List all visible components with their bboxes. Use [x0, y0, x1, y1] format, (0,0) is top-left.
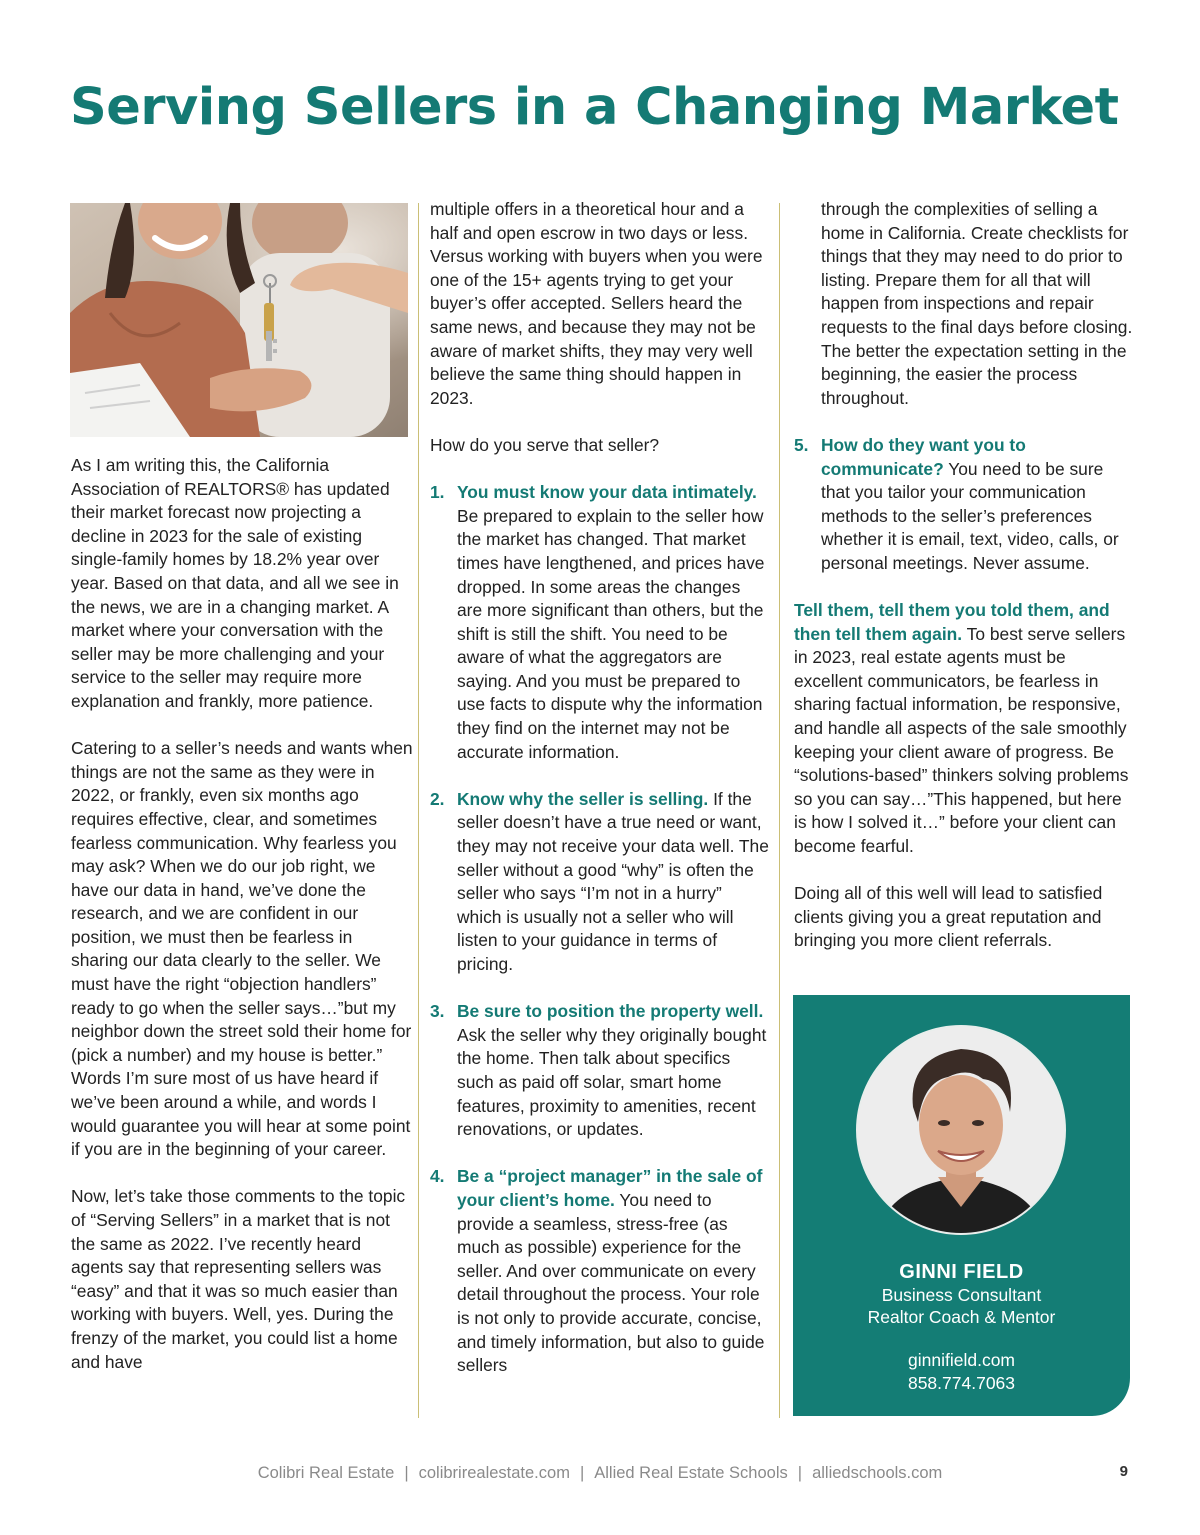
footer-separator: | — [404, 1464, 409, 1482]
page-number: 9 — [1119, 1463, 1128, 1480]
list-number: 5. — [794, 434, 809, 455]
closing-heading: Tell them, tell them you told them, and then tell them again. — [794, 600, 1110, 644]
article-column-2 — [430, 198, 770, 1401]
tips-list — [430, 481, 770, 1378]
paragraph: Doing all of this well will lead to satisfied clients giving you a great reputation and bringing you more client referrals. — [794, 883, 1103, 951]
paragraph: multiple offers in a theoretical hour and a half and open escrow in two days or less. Versus working with buyers when you were one of the 15+ agents trying to get your buyer’s offer accepted. Sellers heard the same news, and because they may not be aware of market shifts, they may very well believe the same thing should happen in 2023. — [430, 199, 763, 408]
footer-school: Allied Real Estate Schools — [594, 1464, 788, 1482]
handing-house-keys-photo — [70, 203, 408, 437]
tip-text: You need to be sure that you tailor your communication methods to the seller’s preferences whether it is email, text, video, calls, or personal meetings. Never assume. — [821, 458, 1119, 573]
author-website-link[interactable]: ginnifield.com — [908, 1350, 1015, 1370]
list-number: 2. — [430, 788, 445, 809]
article-column-1 — [71, 454, 413, 1398]
list-number: 4. — [430, 1166, 445, 1187]
list-number: 1. — [430, 482, 445, 503]
article-column-3 — [794, 198, 1136, 977]
footer-link[interactable]: colibrirealestate.com — [418, 1464, 570, 1482]
paragraph: through the complexities of selling a home in California. Create checklists for things that they may need to do prior to listing. Prepare them for all that will happen from inspections and repair requests to the final days before closing. The better the expectation setting in the beginning, the easier the process throughout. — [821, 199, 1133, 408]
tip-text: If the seller doesn’t have a true need or want, they may not receive your data well. The seller without a good “why” is often the seller who says “I’m not in a hurry” which is usually not a seller who will listen to your guidance in terms of pricing. — [457, 788, 769, 974]
author-card — [793, 995, 1130, 1416]
tip-text: Ask the seller why they originally bought the home. Then talk about specifics such as paid off solar, smart home features, proximity to amenities, recent renovations, or updates. — [457, 1024, 767, 1140]
footer-separator: | — [797, 1464, 803, 1482]
tip-heading: Be sure to position the property well. — [457, 1001, 764, 1022]
paragraph — [794, 599, 1136, 859]
footer-separator: | — [579, 1464, 585, 1482]
question: How do you serve that seller? — [430, 434, 660, 455]
tip-heading: How do they want you to communicate? — [821, 434, 1026, 479]
column-divider-left — [418, 203, 419, 1418]
tips-list-continued — [794, 434, 1136, 576]
list-item — [794, 434, 1136, 576]
page-title: Serving Sellers in a Changing Market — [70, 78, 1119, 137]
tip-text: Be prepared to explain to the seller how the market has changed. That market times have lengthened, and prices have dropped. In some areas the changes are more significant than others, but the shift is still the shift. You need to be aware of what the aggregators are saying. And you must be prepared to use facts to dispute why the information they find on the internet may not be accurate information. — [457, 505, 765, 762]
author-title: Business Consultant — [881, 1285, 1042, 1305]
closing-text: To best serve sellers in 2023, real estate agents must be excellent communicators, be fearless in sharing factual information, be responsive, and handle all aspects of the sale smoothly keeping your client aware of progress. Be “solutions-based” thinkers solving problems so you can say…”This happened, but here is how I solved it…” before your client can become fearful. — [794, 623, 1129, 857]
tip-text: You need to provide a seamless, stress-free (as much as possible) experience for the seller. And over communicate on every detail throughout the process. Your role is not only to provide accurate, concise, and timely information, but also to guide sellers — [457, 1189, 765, 1376]
list-item — [430, 1165, 770, 1377]
column-divider-right — [779, 203, 780, 1418]
list-number: 3. — [430, 1001, 445, 1022]
page-footer — [0, 1464, 1200, 1483]
list-item — [430, 481, 770, 764]
tip-heading: You must know your data intimately. — [457, 482, 757, 503]
author-subtitle: Realtor Coach & Mentor — [867, 1307, 1056, 1327]
author-name: GINNI FIELD — [899, 1261, 1024, 1283]
footer-company: Colibri Real Estate — [257, 1464, 395, 1482]
paragraph: Now, let’s take those comments to the topic of “Serving Sellers” in a market that is not the same as 2022. I’ve recently heard agents say that representing sellers was “easy” and that it was so much easier than working with buyers. Well, yes. During the frenzy of the market, you could list a home and have — [71, 1186, 406, 1372]
author-portrait-photo — [856, 1025, 1066, 1235]
paragraph: As I am writing this, the California Association of REALTORS® has updated their market forecast now projecting a decline in 2023 for the sale of existing single-family homes by 18.2% year over year. Based on that data, and all we see in the news, we are in a changing market. A market where your conversation with the seller may be more challenging and your service to the seller may require more explanation and frankly, more patience. — [71, 455, 399, 711]
list-item — [430, 788, 770, 977]
paragraph: Catering to a seller’s needs and wants when things are not the same as they were in 2022, or frankly, even six months ago requires effective, clear, and sometimes fearless communication. Why fearless you may ask? When we do our job right, we have our data in hand, we’ve done the research, and we are confident in our position, we must then be fearless in sharing our data clearly to the seller. We must have the right “objection handlers” ready to go when the seller says…”but my neighbor down the street sold their home for (pick a number) and my house is better.” Words I’m sure most of us have heard if we’ve been around a while, and words I would guarantee you will hear at some point if you are in the beginning of your career. — [71, 738, 413, 1160]
tip-heading: Be a “project manager” in the sale of your client’s home. — [457, 1166, 763, 1210]
list-item — [430, 1000, 770, 1142]
footer-link[interactable]: alliedschools.com — [812, 1464, 943, 1482]
tip-heading: Know why the seller is selling. — [457, 788, 709, 809]
author-phone[interactable]: 858.774.7063 — [907, 1373, 1016, 1393]
